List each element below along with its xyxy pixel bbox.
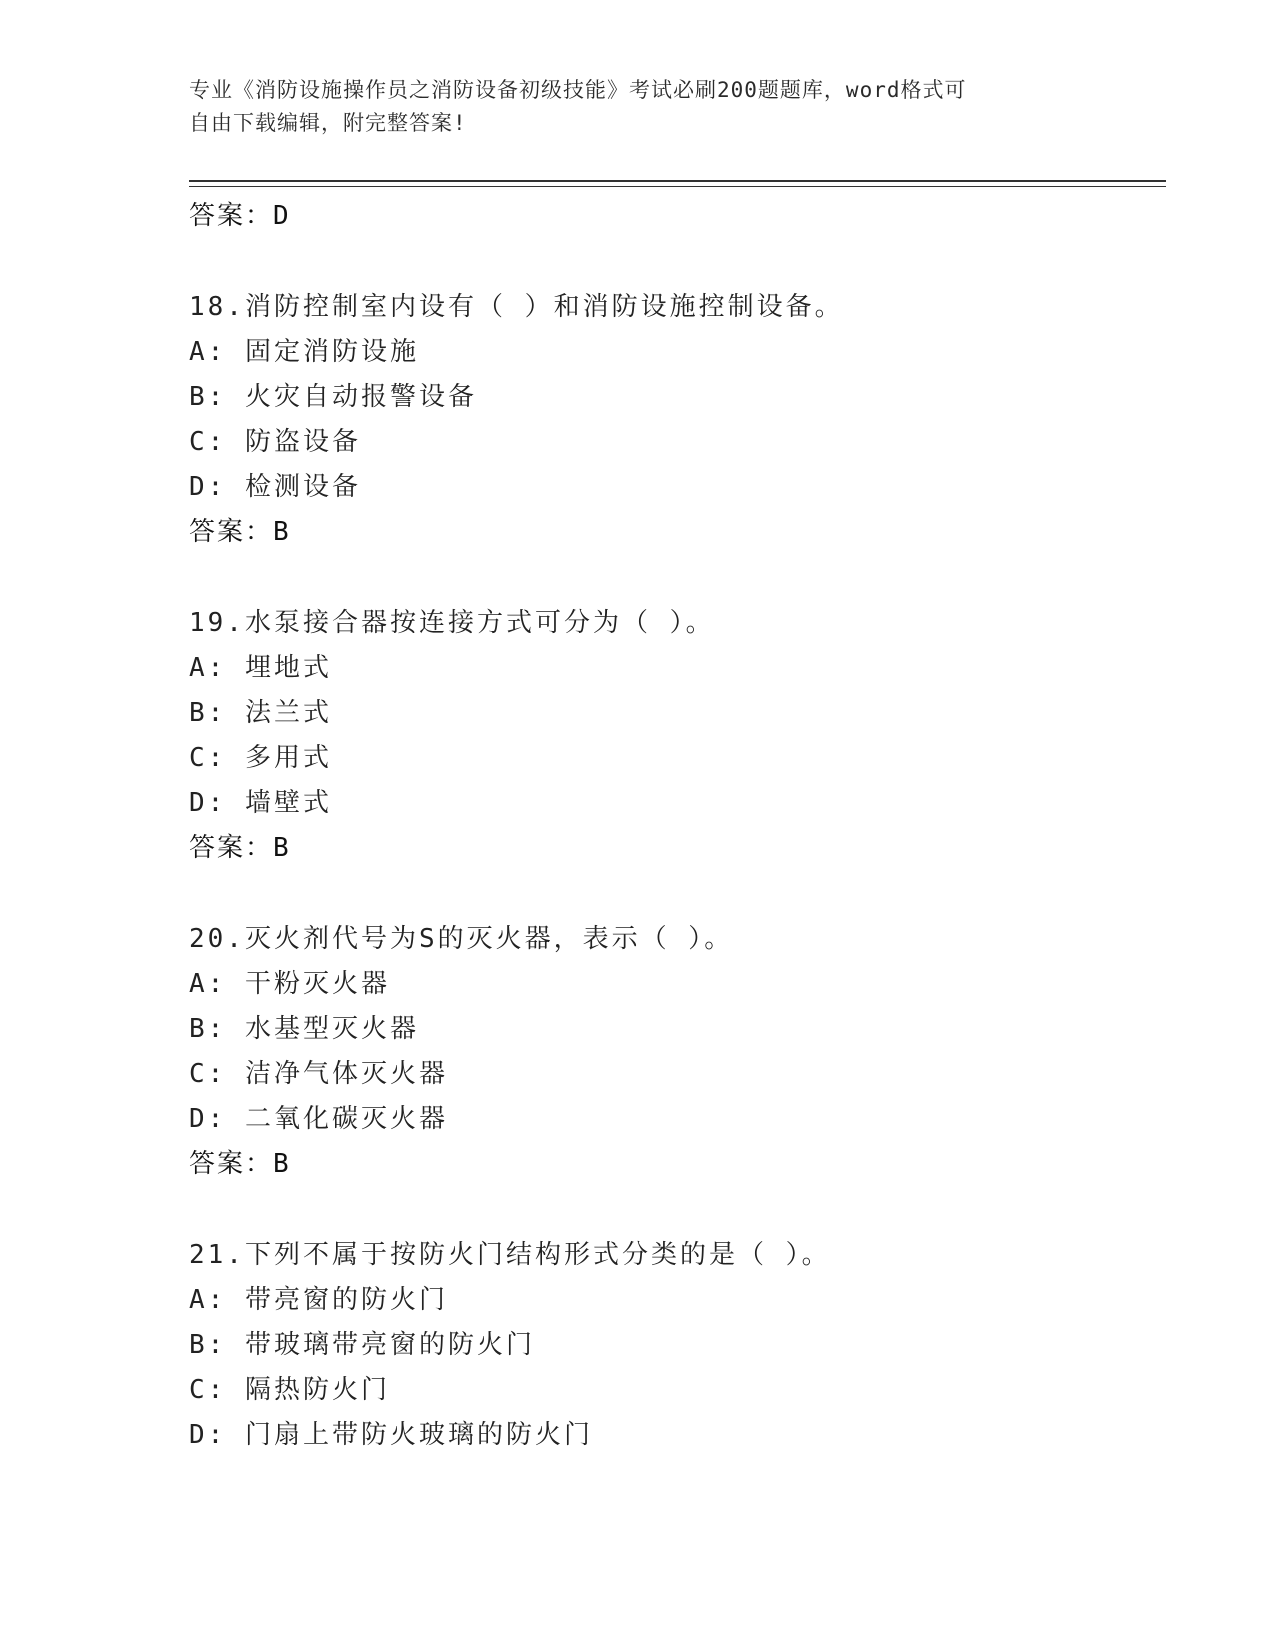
option-c: C: 洁净气体灭火器 bbox=[189, 1059, 448, 1089]
option-d: D: 二氧化碳灭火器 bbox=[189, 1104, 448, 1134]
question-stem: 21.下列不属于按防火门结构形式分类的是（ ）。 bbox=[189, 1240, 831, 1270]
option-a: A: 固定消防设施 bbox=[189, 337, 419, 367]
option-c: C: 防盗设备 bbox=[189, 427, 361, 457]
option-a: A: 埋地式 bbox=[189, 653, 332, 683]
option-b: B: 带玻璃带亮窗的防火门 bbox=[189, 1330, 535, 1360]
question-stem: 19.水泵接合器按连接方式可分为（ ）。 bbox=[189, 608, 715, 638]
option-c: C: 隔热防火门 bbox=[189, 1375, 390, 1405]
option-a: A: 带亮窗的防火门 bbox=[189, 1285, 448, 1315]
question-stem: 20.灭火剂代号为S的灭火器，表示（ ）。 bbox=[189, 924, 734, 954]
option-b: B: 水基型灭火器 bbox=[189, 1014, 419, 1044]
answer-label: 答案：D bbox=[189, 201, 291, 231]
document-header bbox=[189, 74, 1089, 140]
option-d: D: 门扇上带防火玻璃的防火门 bbox=[189, 1420, 593, 1450]
answer-label: 答案：B bbox=[189, 1149, 291, 1179]
option-d: D: 检测设备 bbox=[189, 472, 361, 502]
header-divider bbox=[189, 180, 1166, 182]
option-a: A: 干粉灭火器 bbox=[189, 969, 390, 999]
option-b: B: 火灾自动报警设备 bbox=[189, 382, 477, 412]
answer-label: 答案：B bbox=[189, 517, 291, 547]
option-d: D: 墙壁式 bbox=[189, 788, 332, 818]
option-b: B: 法兰式 bbox=[189, 698, 332, 728]
answer-label: 答案：B bbox=[189, 833, 291, 863]
option-c: C: 多用式 bbox=[189, 743, 332, 773]
header-divider-thin bbox=[189, 186, 1166, 187]
header-line-1: 专业《消防设施操作员之消防设备初级技能》考试必刷200题题库，word格式可 bbox=[189, 78, 967, 102]
question-stem: 18.消防控制室内设有（ ）和消防设施控制设备。 bbox=[189, 292, 844, 322]
header-line-2: 自由下载编辑，附完整答案! bbox=[189, 111, 467, 135]
